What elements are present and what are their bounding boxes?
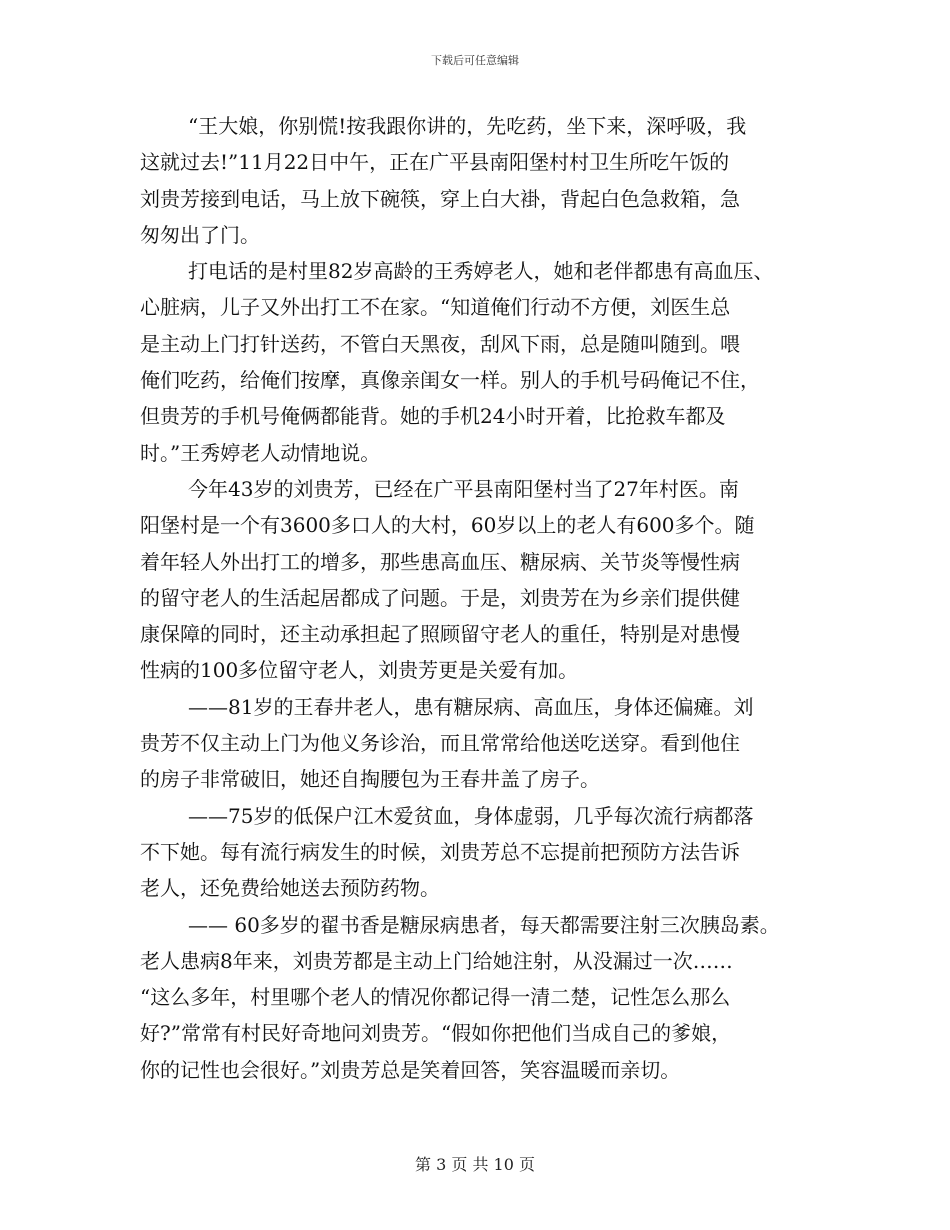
text-line: 性病的100多位留守老人，刘贵芳更是关爱有加。 [140,658,579,683]
text-line: 俺们吃药，给俺们按摩，真像亲闺女一样。别人的手机号码俺记不住， [140,368,760,393]
text-line: ——81岁的王春井老人，患有糖尿病、高血压，身体还偏瘫。刘 [188,694,754,719]
text-line: 刘贵芳接到电话，马上放下碗筷，穿上白大褂，背起白色急救箱，急 [140,186,740,211]
text-line: —— 60多岁的翟书香是糖尿病患者，每天都需要注射三次胰岛素。 [188,912,780,937]
page-footer: 第 3 页 共 10 页 [415,1155,535,1174]
text-line: 的房子非常破旧，她还自掏腰包为王春井盖了房子。 [140,767,600,792]
text-line: 阳堡村是一个有3600多口人的大村，60岁以上的老人有600多个。随 [140,513,755,538]
text-line: 着年轻人外出打工的增多，那些患高血压、糖尿病、关节炎等慢性病 [140,549,740,574]
text-line: 是主动上门打针送药，不管白天黑夜，刮风下雨，总是随叫随到。喂 [140,331,740,356]
text-line: 好?”常常有村民好奇地问刘贵芳。“假如你把他们当成自己的爹娘， [140,1021,732,1046]
text-line: 你的记性也会很好。”刘贵芳总是笑着回答，笑容温暖而亲切。 [140,1057,681,1082]
text-line: 匆匆出了门。 [140,222,260,247]
text-line: 康保障的同时，还主动承担起了照顾留守老人的重任，特别是对患慢 [140,622,740,647]
text-line: 老人患病8年来，刘贵芳都是主动上门给她注射，从没漏过一次…… [140,948,733,973]
text-line: 的留守老人的生活起居都成了问题。于是，刘贵芳在为乡亲们提供健 [140,585,740,610]
text-line: 老人，还免费给她送去预防药物。 [140,876,440,901]
text-line: 这就过去!”11月22日中午，正在广平县南阳堡村村卫生所吃午饭的 [140,150,730,175]
text-line: 不下她。每有流行病发生的时候，刘贵芳总不忘提前把预防方法告诉 [140,839,740,864]
text-line: 打电话的是村里82岁高龄的王秀婷老人，她和老伴都患有高血压、 [188,259,774,284]
text-line: 心脏病，儿子又外出打工不在家。“知道俺们行动不方便，刘医生总 [140,295,731,320]
text-line: 但贵芳的手机号俺俩都能背。她的手机24小时开着，比抢救车都及 [140,404,726,429]
text-line: 时。”王秀婷老人动情地说。 [140,440,381,465]
text-line: “王大娘，你别慌!按我跟你讲的，先吃药，坐下来，深呼吸，我 [188,114,747,138]
text-line: 今年43岁的刘贵芳，已经在广平县南阳堡村当了27年村医。南 [188,476,739,501]
text-line: “这么多年，村里哪个老人的情况你都记得一清二楚，记性怎么那么 [140,985,731,1010]
article-body [140,108,830,1088]
page-header: 下载后可任意编辑 [431,54,519,67]
text-line: ——75岁的低保户江木爱贫血，身体虚弱，几乎每次流行病都落 [188,803,754,828]
text-line: 贵芳不仅主动上门为他义务诊治，而且常常给他送吃送穿。看到他住 [140,731,740,756]
